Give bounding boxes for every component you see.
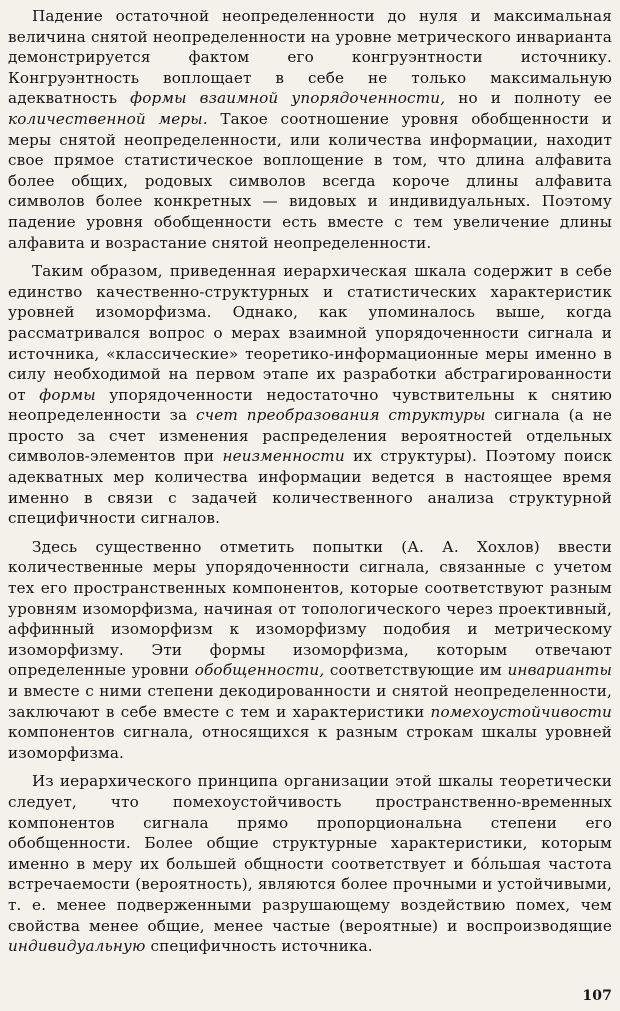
para-2-text-4: их структуры). Поэтому поиск адекватных мер количества информации ведется в настоящее время именно в связи с задачей количественного анализа структурной специфичности сигналов.: [8, 447, 613, 528]
para-3-text-2: соответствующие им: [324, 661, 508, 680]
para-2-italic-2: счет преобразования структуры: [196, 406, 486, 425]
para-1-text-3: Такое соотношение уровня обобщенности и меры снятой неопределенности, или количества информации, находит свое прямое статистическое воплощение в том, что длина алфавита более общих, родовых символов всегда короче длины алфавита символов более конкретных — видовых и индивидуальных. Поэтому падение уровня обобщенности есть вместе с тем увеличение длины алфавита и возрастание снятой неопределенности.: [8, 109, 612, 252]
paragraph-4: [8, 771, 612, 956]
page-number: 107: [582, 988, 612, 1004]
para-4-text-1: Из иерархического принципа организации этой шкалы теоретически следует, что помехоустойчивость пространственно-временных компонентов сигнала прямо пропорциональна степени его обобщенности. Более общие структурные характеристики, которым именно в меру их большей общности соответствует и бо́льшая частота встречаемости (вероятность), являются более прочными и устойчивыми, т. е. менее подверженными разрушающему воздействию помех, чем свойства менее общие, менее частые (вероятные) и воспроизводящие: [8, 772, 612, 935]
paragraph-2: [8, 261, 612, 529]
para-3-text-4: компонентов сигнала, относящихся к разным строкам шкалы уровней изоморфизма.: [8, 723, 612, 762]
paragraph-3: [8, 537, 612, 764]
para-3-text-3: и вместе с ними степени декодированности и снятой неопределенности, заключают в себе вместе с тем и характеристики: [8, 682, 612, 721]
para-4-text-2: специфичность источника.: [145, 937, 373, 956]
para-2-text-2: упорядоченности недостаточно чувствительны к снятию неопределенности за: [8, 385, 612, 425]
para-3-text-1: Здесь существенно отметить попытки (А. А. Хохлов) ввести количественные меры упорядоченности сигнала, связанные с учетом тех его пространственных компонентов, которые соответствуют разным уровням изоморфизма, начиная от топологического через проективный, аффинный изоморфизм к изоморфизму подобия и метрическому изоморфизму. Эти формы изоморфизма, которым отвечают определенные уровни: [8, 537, 612, 680]
para-3-italic-2: инварианты: [507, 661, 612, 680]
para-2-text-3: сигнала (а не просто за счет изменения распределения вероятностей отдельных символов-элементов при: [8, 406, 612, 466]
para-3-italic-3: помехоустойчивости: [430, 702, 612, 721]
para-2-italic-1: формы: [39, 385, 96, 404]
para-1-italic-2: количественной меры.: [8, 109, 208, 128]
para-1-italic-1: формы взаимной упорядоченности,: [130, 89, 446, 108]
para-3-italic-1: обобщенности,: [194, 661, 325, 680]
para-2-italic-3: неизменности: [222, 447, 345, 466]
para-2-text-1: Таким образом, приведенная иерархическая шкала содержит в себе единство качественно-структурных и статистических характеристик уровней изоморфизма. Однако, как упоминалось выше, когда рассматривался вопрос о мерах взаимной упорядоченности сигнала и источника, «классические» теоретико-информационные меры именно в силу необходимой на первом этапе их разработки абстрагированности от: [8, 262, 612, 404]
para-1-text-2: но и полноту ее: [445, 89, 612, 108]
para-4-italic-1: индивидуальную: [8, 937, 146, 956]
para-1-text-1: Падение остаточной неопределенности до нуля и максимальная величина снятой неопределенности на уровне метрического инварианта демонстрируется фактом его конгруэнтности источнику. Конгруэнтность воплощает в себе не только максимальную адекватность: [8, 7, 612, 108]
paragraph-1: [8, 6, 612, 253]
